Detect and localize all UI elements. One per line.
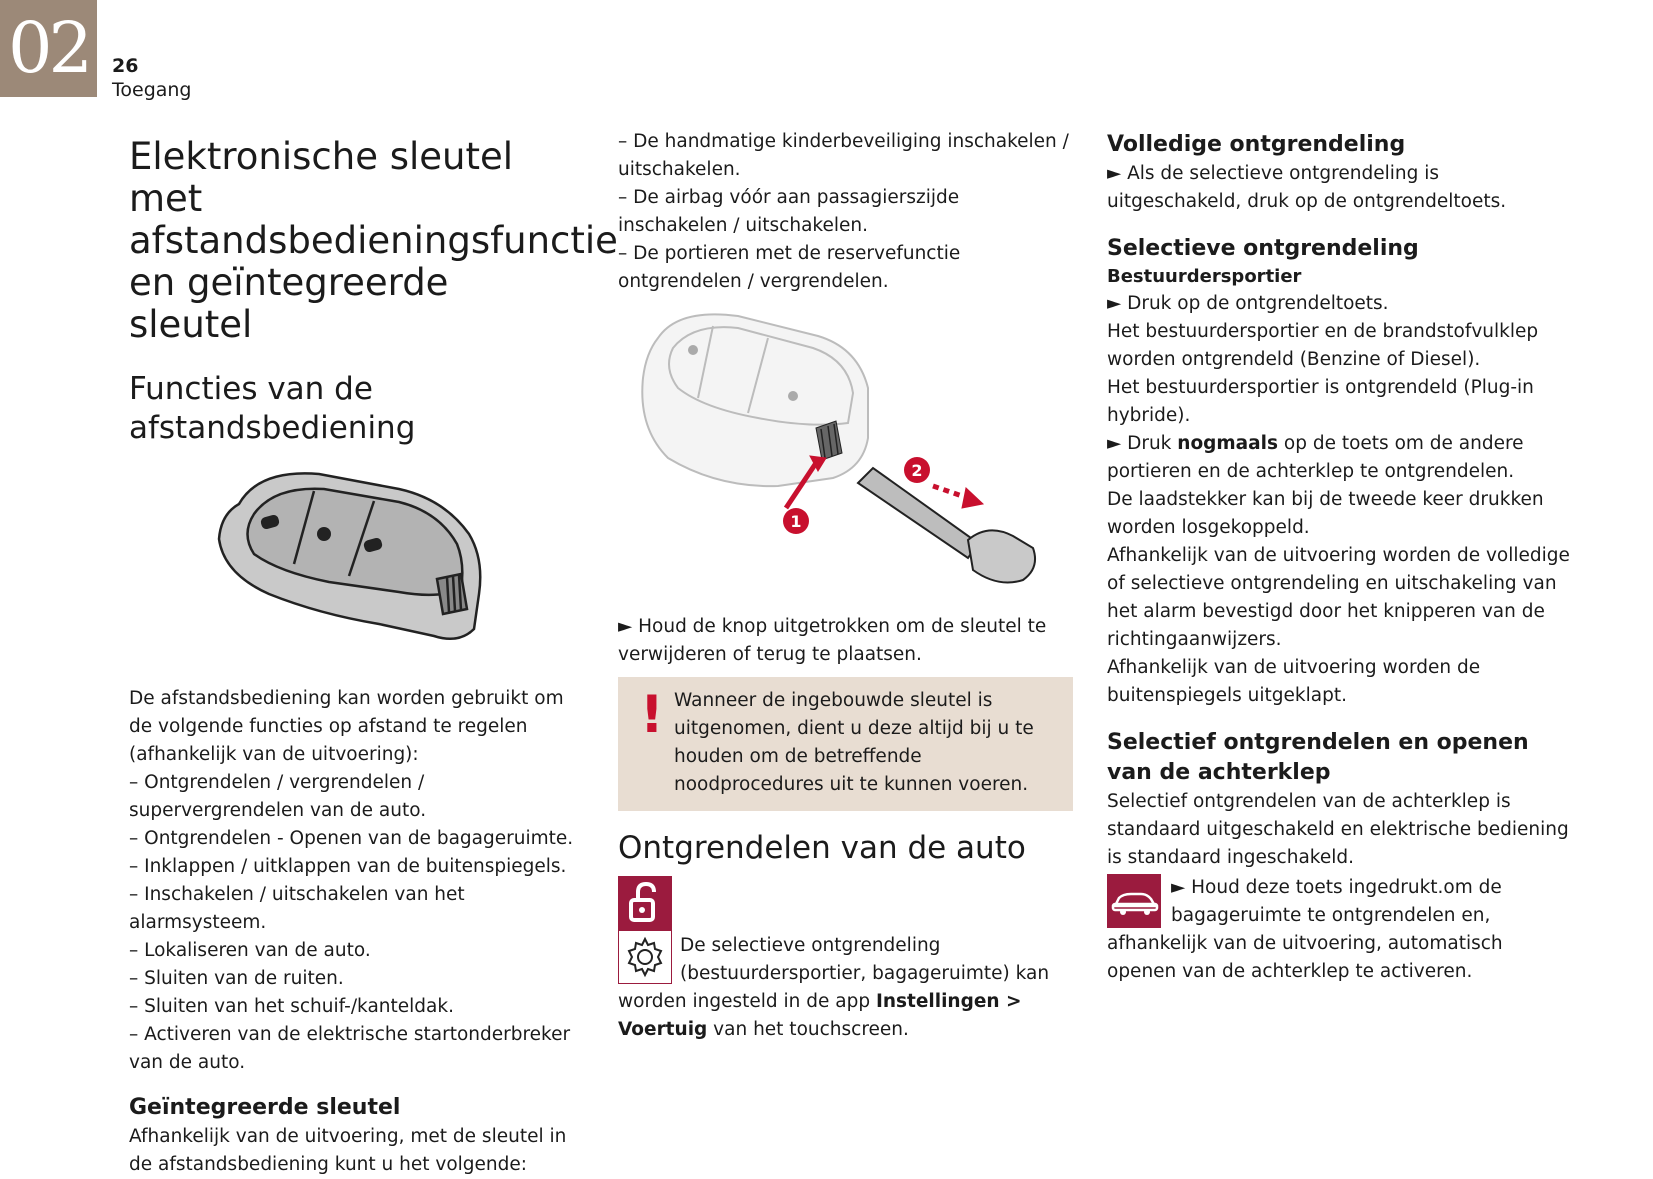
callout-2: 2: [911, 461, 923, 480]
key-removal-illustration: [628, 308, 1058, 598]
page-number: 26: [112, 55, 139, 77]
list-item: – Inschakelen / uitschakelen van het alarmsysteem.: [129, 884, 465, 933]
driver-line-1: Het bestuurdersportier en de brandstofvulklep worden ontgrendeld (Benzine of Diesel).: [1107, 321, 1539, 370]
integrated-key-text: Afhankelijk van de uitvoering, met de sleutel in de afstandsbediening kunt u het volgende:: [129, 1126, 567, 1175]
column-left: [129, 128, 618, 1179]
car-tailgate-icon: [1107, 874, 1161, 928]
chapter-number: 02: [0, 0, 97, 97]
heading-tailgate: Selectief ontgrendelen en openen van de achterklep: [1107, 730, 1529, 785]
unlock-settings-text: De selectieve ontgrendeling (bestuurdersportier, bagageruimte) kan worden ingesteld in de app Instellingen > Voertuig van het touchscreen.: [618, 935, 1050, 1040]
list-item: – Activeren van de elektrische startonderbreker van de auto.: [129, 1024, 571, 1073]
heading-full-unlock: Volledige ontgrendeling: [1107, 132, 1406, 157]
mirrors-text: Afhankelijk van de uitvoering worden de buitenspiegels uitgeklapt.: [1107, 657, 1481, 706]
unlock-icon: [618, 876, 672, 930]
remote-intro: De afstandsbediening kan worden gebruikt om de volgende functies op afstand te regelen (afhankelijk van de uitvoering):: [129, 688, 564, 765]
heading-integrated-key: Geïntegreerde sleutel: [129, 1095, 401, 1120]
press-again-text: ► Druk nogmaals op de toets om de andere portieren en de achterklep te ontgrendelen.: [1107, 433, 1524, 482]
hold-button-text: ► Houd de knop uitgetrokken om de sleutel te verwijderen of terug te plaatsen.: [618, 616, 1047, 665]
list-item: – Lokaliseren van de auto.: [129, 940, 371, 961]
callout-1: 1: [790, 512, 802, 531]
remote-key-illustration: [199, 464, 499, 664]
driver-line-2: Het bestuurdersportier is ontgrendeld (Plug-in hybride).: [1107, 377, 1534, 426]
column-middle: [618, 128, 1073, 1044]
charger-text: De laadstekker kan bij de tweede keer drukken worden losgekoppeld.: [1107, 489, 1544, 538]
page-title: Elektronische sleutel met afstandsbedieningsfunctie en geïntegreerde sleutel: [129, 135, 618, 346]
heading-driver-door: Bestuurdersportier: [1107, 266, 1302, 287]
hold-tailgate-text: ► Houd deze toets ingedrukt.om de bagageruimte te ontgrendelen en, afhankelijk van de uitvoering, automatisch openen van de achterklep te activeren.: [1107, 877, 1503, 982]
full-unlock-text: ► Als de selectieve ontgrendeling is uitgeschakeld, druk op de ontgrendeltoets.: [1107, 163, 1507, 212]
list-item: – De portieren met de reservefunctie ontgrendelen / vergrendelen.: [618, 243, 961, 292]
gear-icon: [618, 930, 672, 984]
section-name: Toegang: [112, 79, 192, 101]
tailgate-text: Selectief ontgrendelen van de achterklep is standaard uitgeschakeld en elektrische bediening is standaard ingeschakeld.: [1107, 791, 1569, 868]
column-right: [1107, 128, 1577, 986]
subtitle-remote-functions: Functies van de afstandsbediening: [129, 371, 416, 446]
driver-step: ► Druk op de ontgrendeltoets.: [1107, 293, 1389, 314]
list-item: – Inklappen / uitklappen van de buitenspiegels.: [129, 856, 567, 877]
list-item: – De airbag vóór aan passagierszijde inschakelen / uitschakelen.: [618, 187, 960, 236]
warning-icon: !: [640, 685, 664, 745]
list-item: – De handmatige kinderbeveiliging inschakelen / uitschakelen.: [618, 131, 1069, 180]
heading-selective-unlock: Selectieve ontgrendeling: [1107, 236, 1419, 261]
heading-unlock-car: Ontgrendelen van de auto: [618, 830, 1026, 866]
warning-box: [618, 677, 1073, 811]
list-item: – Ontgrendelen - Openen van de bagageruimte.: [129, 828, 574, 849]
list-item: – Sluiten van de ruiten.: [129, 968, 344, 989]
list-item: – Sluiten van het schuif-/kanteldak.: [129, 996, 454, 1017]
confirm-text: Afhankelijk van de uitvoering worden de volledige of selectieve ontgrendeling en uitschakeling van het alarm bevestigd door het knipperen van de richtingaanwijzers.: [1107, 545, 1570, 650]
list-item: – Ontgrendelen / vergrendelen / supervergrendelen van de auto.: [129, 772, 427, 821]
warning-text: Wanneer de ingebouwde sleutel is uitgenomen, dient u deze altijd bij u te houden om de betreffende noodprocedures uit te kunnen voeren.: [674, 690, 1034, 795]
